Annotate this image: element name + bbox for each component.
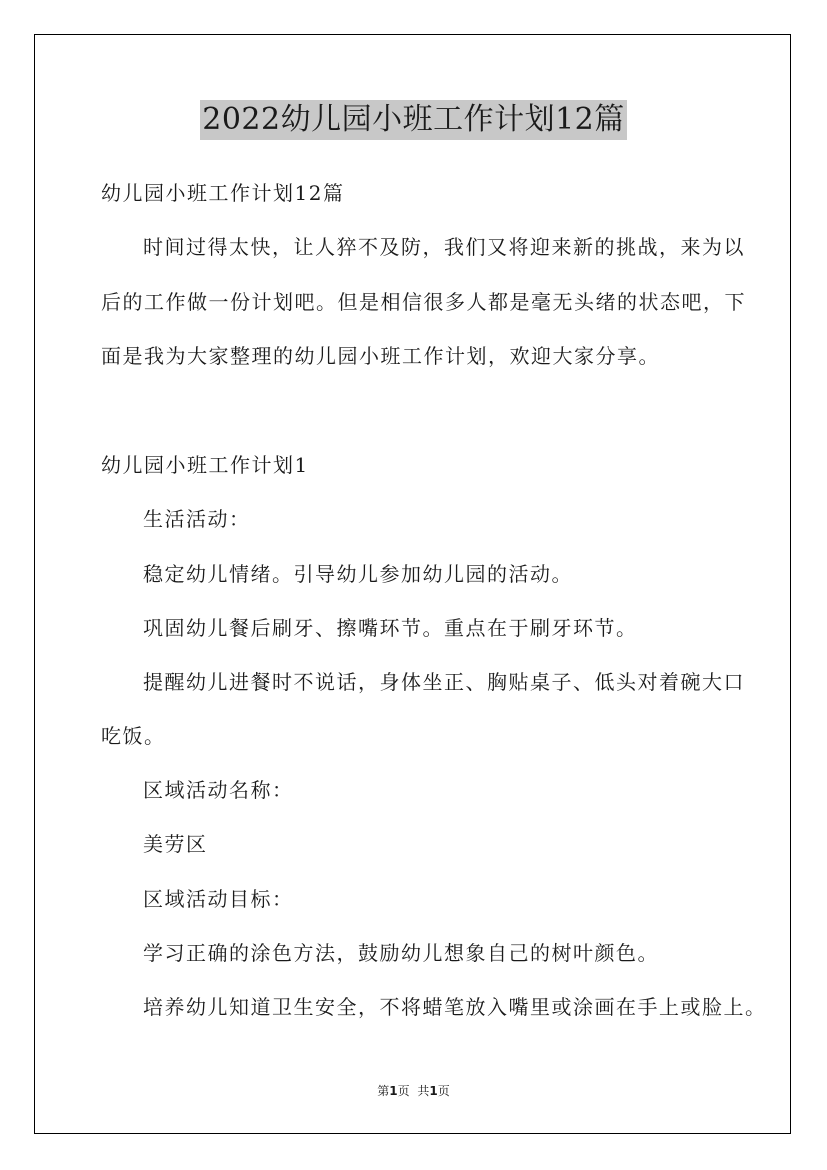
- intro-line-3: 面是我为大家整理的幼儿园小班工作计划，欢迎大家分享。: [101, 344, 660, 368]
- body-line-1: 生活活动：: [143, 507, 251, 531]
- footer-page-prefix: 第: [377, 1084, 390, 1098]
- intro-line-2: 后的工作做一份计划吧。但是相信很多人都是毫无头绪的状态吧，下: [101, 290, 746, 314]
- intro-line-1: 时间过得太快，让人猝不及防，我们又将迎来新的挑战，来为以: [143, 235, 745, 259]
- body-line-8: 区域活动目标：: [143, 887, 294, 911]
- body-line-5: 吃饭。: [101, 724, 166, 748]
- footer-page-suffix: 页: [397, 1084, 410, 1098]
- page-footer: [0, 1083, 827, 1099]
- body-line-2: 稳定幼儿情绪。引导幼儿参加幼儿园的活动。: [143, 562, 573, 586]
- footer-total-prefix: 共: [417, 1084, 430, 1098]
- footer-page-current: 1: [389, 1084, 398, 1098]
- body-line-4: 提醒幼儿进餐时不说话，身体坐正、胸贴桌子、低头对着碗大口: [143, 670, 745, 694]
- document-subtitle: 幼儿园小班工作计划12篇: [101, 181, 345, 205]
- body-line-3: 巩固幼儿餐后刷牙、擦嘴环节。重点在于刷牙环节。: [143, 616, 638, 640]
- title-container: [0, 100, 827, 140]
- body-line-9: 学习正确的涂色方法，鼓励幼儿想象自己的树叶颜色。: [143, 941, 659, 965]
- section-heading: 幼儿园小班工作计划1: [101, 453, 309, 477]
- body-line-6: 区域活动名称：: [143, 778, 294, 802]
- document-title: 2022幼儿园小班工作计划12篇: [200, 100, 627, 140]
- footer-total-suffix: 页: [437, 1084, 450, 1098]
- footer-page-total: 1: [429, 1084, 438, 1098]
- body-line-7: 美劳区: [143, 832, 208, 856]
- body-line-10: 培养幼儿知道卫生安全，不将蜡笔放入嘴里或涂画在手上或脸上。: [143, 995, 767, 1019]
